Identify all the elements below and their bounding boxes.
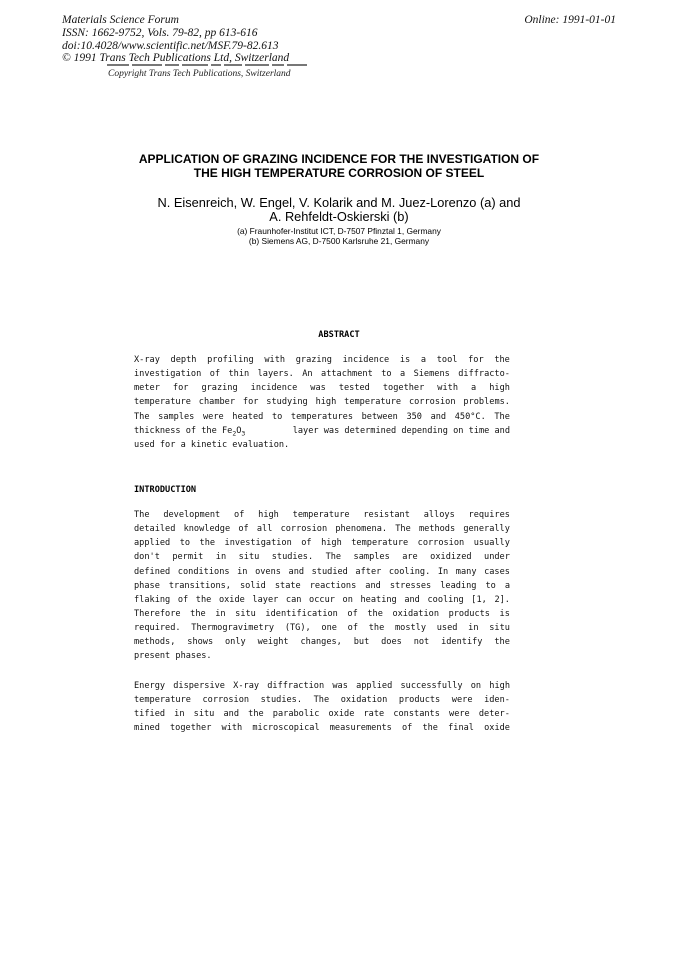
word: detailed — [134, 524, 176, 535]
word: situ — [235, 608, 256, 619]
word: tested — [338, 383, 370, 394]
word: of — [238, 524, 249, 535]
word: were — [202, 411, 224, 422]
formula-subscript: 2 — [232, 428, 237, 437]
word: oxidation — [392, 608, 440, 619]
word: situ — [193, 709, 215, 720]
word: high — [321, 538, 342, 549]
word: studies. — [271, 552, 314, 563]
word: one — [321, 623, 337, 634]
word: of — [177, 594, 189, 605]
word: resistant — [363, 510, 410, 520]
formula-text-before: thickness of the $Fe_2O_3$ — [134, 425, 246, 437]
authors-line-1: N. Eisenreich, W. Engel, V. Kolarik and M. Juez-Lorenzo (a) and — [157, 195, 521, 210]
word: reactions — [309, 580, 357, 591]
word: profiling — [207, 355, 254, 365]
word: temperature — [134, 397, 191, 408]
word: changes, — [300, 637, 342, 648]
word: to — [179, 538, 191, 549]
word: methods — [418, 524, 456, 535]
word: with — [221, 723, 243, 734]
word: a — [420, 355, 427, 365]
word: to — [485, 580, 496, 591]
word: thin — [228, 369, 250, 380]
word: and — [288, 566, 305, 577]
word: temperature — [134, 695, 191, 706]
word: Siemens — [413, 369, 450, 380]
word: don't — [134, 552, 160, 563]
introduction-paragraph-1 — [134, 508, 510, 664]
word: of — [347, 608, 358, 619]
word: not — [413, 637, 430, 648]
journal-name: Materials Science Forum — [62, 14, 179, 26]
word: high — [489, 383, 510, 394]
word: ovens — [255, 566, 281, 577]
word: high — [315, 397, 337, 408]
word: to — [271, 411, 283, 422]
word: corrosion — [417, 538, 465, 549]
word: phenomena. — [335, 524, 388, 535]
word: 450°C. — [454, 411, 486, 422]
word: investigation — [134, 369, 202, 380]
word: depth — [170, 355, 197, 365]
word: were — [449, 709, 470, 720]
word: corrosion — [202, 695, 250, 706]
word: The — [134, 411, 150, 422]
word: studying — [266, 397, 308, 408]
word: The — [395, 524, 411, 535]
abstract-line — [134, 381, 510, 395]
word: cases — [484, 566, 510, 577]
word: state — [274, 580, 301, 591]
word: a — [399, 369, 406, 380]
word: Therefore — [134, 608, 181, 619]
word: and — [223, 709, 240, 720]
word: solid — [239, 580, 266, 591]
paragraph-line: present phases. — [134, 651, 212, 662]
author-list — [0, 196, 678, 223]
word: all — [256, 524, 273, 535]
word: generally — [463, 524, 510, 535]
paragraph-line — [134, 522, 510, 536]
word: between — [361, 411, 398, 422]
word: heating — [360, 594, 397, 605]
word: the — [248, 709, 264, 720]
paragraph-line — [134, 721, 510, 735]
word: oxidation — [340, 695, 388, 706]
word: conditions — [177, 566, 230, 577]
word: studies. — [260, 695, 303, 706]
abstract-line — [134, 395, 510, 409]
word: oxide — [218, 594, 245, 605]
word: iden- — [484, 695, 510, 706]
word: under — [484, 552, 510, 563]
word: many — [455, 566, 477, 577]
word: X-ray — [134, 355, 160, 365]
word: Thermogravimetry — [191, 623, 275, 634]
word: only — [225, 637, 246, 648]
word: in — [215, 608, 226, 619]
online-date: Online: 1991-01-01 — [524, 14, 616, 26]
word: The — [134, 510, 150, 520]
word: applied — [356, 681, 393, 691]
word: meter — [134, 383, 160, 394]
word: An — [302, 369, 313, 380]
word: oxide — [484, 723, 510, 734]
word: the — [422, 723, 438, 734]
word: were — [451, 695, 473, 706]
word: in — [174, 709, 185, 720]
word: the — [199, 538, 216, 549]
word: knowledge — [183, 524, 231, 535]
word: temperature — [292, 510, 350, 520]
affiliation-b: (b) Siemens AG, D-7500 Karlsruhe 21, Germany — [248, 236, 430, 247]
introduction-paragraph-2 — [134, 679, 510, 736]
word: dispersive — [173, 681, 225, 691]
paragraph-line — [134, 593, 510, 607]
word: with — [437, 383, 458, 394]
word: temperature — [351, 538, 409, 549]
paragraph-line — [134, 579, 510, 593]
formula-subscript: 3 — [241, 428, 246, 437]
word: attachment — [321, 369, 373, 380]
word: microscopical — [252, 723, 320, 734]
word: was — [310, 383, 326, 394]
word: mined — [134, 723, 160, 734]
word: incidence — [342, 355, 390, 365]
word: to — [381, 369, 392, 380]
word: the — [368, 623, 385, 634]
word: tified — [134, 709, 166, 720]
word: was — [332, 681, 348, 691]
word: of — [209, 369, 221, 380]
word: together — [382, 383, 425, 394]
word: required. — [134, 623, 181, 634]
word: layers. — [257, 369, 294, 380]
word: on — [470, 681, 482, 691]
word: chamber — [198, 397, 236, 408]
word: temperature — [344, 397, 402, 408]
word: Energy — [134, 681, 166, 691]
word: a — [504, 580, 510, 591]
paragraph-line — [134, 693, 510, 707]
word: The — [494, 411, 510, 422]
word: oxidized — [430, 552, 472, 563]
authors-line-2: A. Rehfeldt-Oskierski (b) — [269, 208, 409, 224]
word: and — [404, 594, 420, 605]
word: temperatures — [290, 411, 353, 422]
word: high — [489, 681, 510, 691]
paragraph-line — [134, 707, 510, 721]
copyright-line: © 1991 Trans Tech Publications Ltd, Switzerland — [62, 52, 290, 65]
word: alloys — [423, 510, 455, 520]
word: phase — [134, 580, 160, 591]
word: the — [367, 608, 383, 619]
word: of — [301, 538, 312, 549]
word: for — [172, 383, 189, 394]
paper-title — [0, 153, 678, 180]
abstract-line-formula — [134, 424, 510, 438]
paragraph-line — [134, 565, 510, 579]
word: constants — [393, 709, 440, 720]
word: X-ray — [233, 681, 260, 691]
word: is — [399, 355, 411, 365]
word: together — [170, 723, 212, 734]
word: (TG), — [284, 623, 311, 634]
word: on — [342, 594, 353, 605]
word: used — [436, 623, 458, 634]
word: diffracto- — [458, 369, 510, 380]
title-line-2: THE HIGH TEMPERATURE CORROSION OF STEEL — [193, 165, 485, 180]
word: the — [190, 608, 206, 619]
word: oxide — [328, 709, 355, 720]
word: cooling — [427, 594, 464, 605]
word: usually — [473, 538, 510, 549]
word: leading — [440, 580, 477, 591]
scan-copyright: Copyright Trans Tech Publications, Switzerland — [108, 69, 291, 79]
word: permit — [172, 552, 204, 563]
word: a — [471, 383, 477, 394]
word: corrosion — [408, 397, 456, 408]
word: of — [401, 723, 413, 734]
word: studied — [311, 566, 348, 577]
publication-header — [62, 14, 289, 65]
word: investigation — [224, 538, 292, 549]
paragraph-line — [134, 679, 510, 693]
word: products — [448, 608, 490, 619]
word: 350 — [406, 411, 422, 422]
word: tool — [436, 355, 458, 365]
word: grazing — [295, 355, 332, 365]
introduction-heading: INTRODUCTION — [134, 485, 197, 495]
word: stresses — [389, 580, 432, 591]
word: samples — [158, 411, 195, 422]
word: deter- — [478, 709, 510, 720]
paragraph-line — [134, 621, 510, 635]
word: and — [365, 580, 381, 591]
word: incidence — [250, 383, 298, 394]
word: are — [402, 552, 418, 563]
word: The — [325, 552, 342, 563]
issn-line: ISSN: 1662-9752, Vols. 79-82, pp 613-616 — [62, 26, 258, 39]
word: situ — [489, 623, 510, 634]
word: in — [468, 623, 479, 634]
word: rate — [363, 709, 385, 720]
word: but — [353, 637, 370, 648]
word: In — [437, 566, 449, 577]
word: mostly — [394, 623, 427, 634]
word: defined — [134, 566, 171, 577]
title-line-1: APPLICATION OF GRAZING INCIDENCE FOR THE INVESTIGATION OF — [138, 152, 540, 166]
word: transitions, — [168, 580, 231, 591]
word: grazing — [201, 383, 238, 394]
paragraph-line — [134, 635, 510, 649]
word: samples — [353, 552, 390, 563]
faded-scan-header — [107, 64, 312, 68]
word: The — [313, 695, 330, 706]
word: heated — [232, 411, 264, 422]
word: and — [430, 411, 447, 422]
abstract-line — [134, 367, 510, 381]
word: situ — [238, 552, 260, 563]
word: measurements — [329, 723, 392, 734]
word: final — [448, 723, 474, 734]
word: 2]. — [494, 594, 510, 605]
word: requires — [468, 510, 510, 520]
word: for — [242, 397, 259, 408]
paragraph-line — [134, 536, 510, 550]
word: products — [398, 695, 441, 706]
word: identification — [265, 608, 338, 619]
word: [1, — [471, 594, 487, 605]
word: does — [381, 637, 402, 648]
doi-line: doi:10.4028/www.scientific.net/MSF.79-82.613 — [62, 39, 279, 52]
word: in — [215, 552, 227, 563]
word: the — [494, 355, 510, 365]
word: flaking — [134, 594, 171, 605]
formula-text-after: layer was determined depending on time and — [287, 425, 510, 436]
word: after — [355, 566, 382, 577]
word: in — [237, 566, 248, 577]
word: parabolic — [272, 709, 320, 720]
word: cooling. — [388, 566, 431, 577]
word: is — [499, 608, 510, 619]
word: development — [163, 510, 221, 520]
word: the — [195, 594, 212, 605]
affiliation-a: (a) Fraunhofer-Institut ICT, D-7507 Pfinztal 1, Germany — [237, 226, 441, 236]
abstract-body — [134, 353, 510, 452]
word: can — [285, 594, 302, 605]
word: with — [264, 355, 286, 365]
word: corrosion — [280, 524, 328, 535]
word: identify — [441, 637, 483, 648]
abstract-line — [134, 353, 510, 367]
abstract-line: used for a kinetic evaluation. — [134, 439, 290, 450]
word: diffraction — [267, 681, 325, 691]
paragraph-line — [134, 508, 510, 522]
word: for — [468, 355, 484, 365]
word: layer — [252, 594, 279, 605]
word: problems. — [463, 397, 510, 408]
word: shows — [187, 637, 214, 648]
word: of — [347, 623, 359, 634]
affiliations — [0, 226, 678, 247]
word: weight — [257, 637, 289, 648]
word: methods, — [134, 637, 176, 648]
abstract-heading: ABSTRACT — [318, 330, 360, 340]
word: the — [494, 637, 510, 648]
word: high — [258, 510, 279, 520]
word: occur — [309, 594, 335, 605]
paragraph-line — [134, 607, 510, 621]
word: applied — [134, 538, 171, 549]
paragraph-line — [134, 550, 510, 564]
word: successfully — [400, 681, 463, 691]
abstract-line — [134, 410, 510, 424]
word: of — [234, 510, 245, 520]
